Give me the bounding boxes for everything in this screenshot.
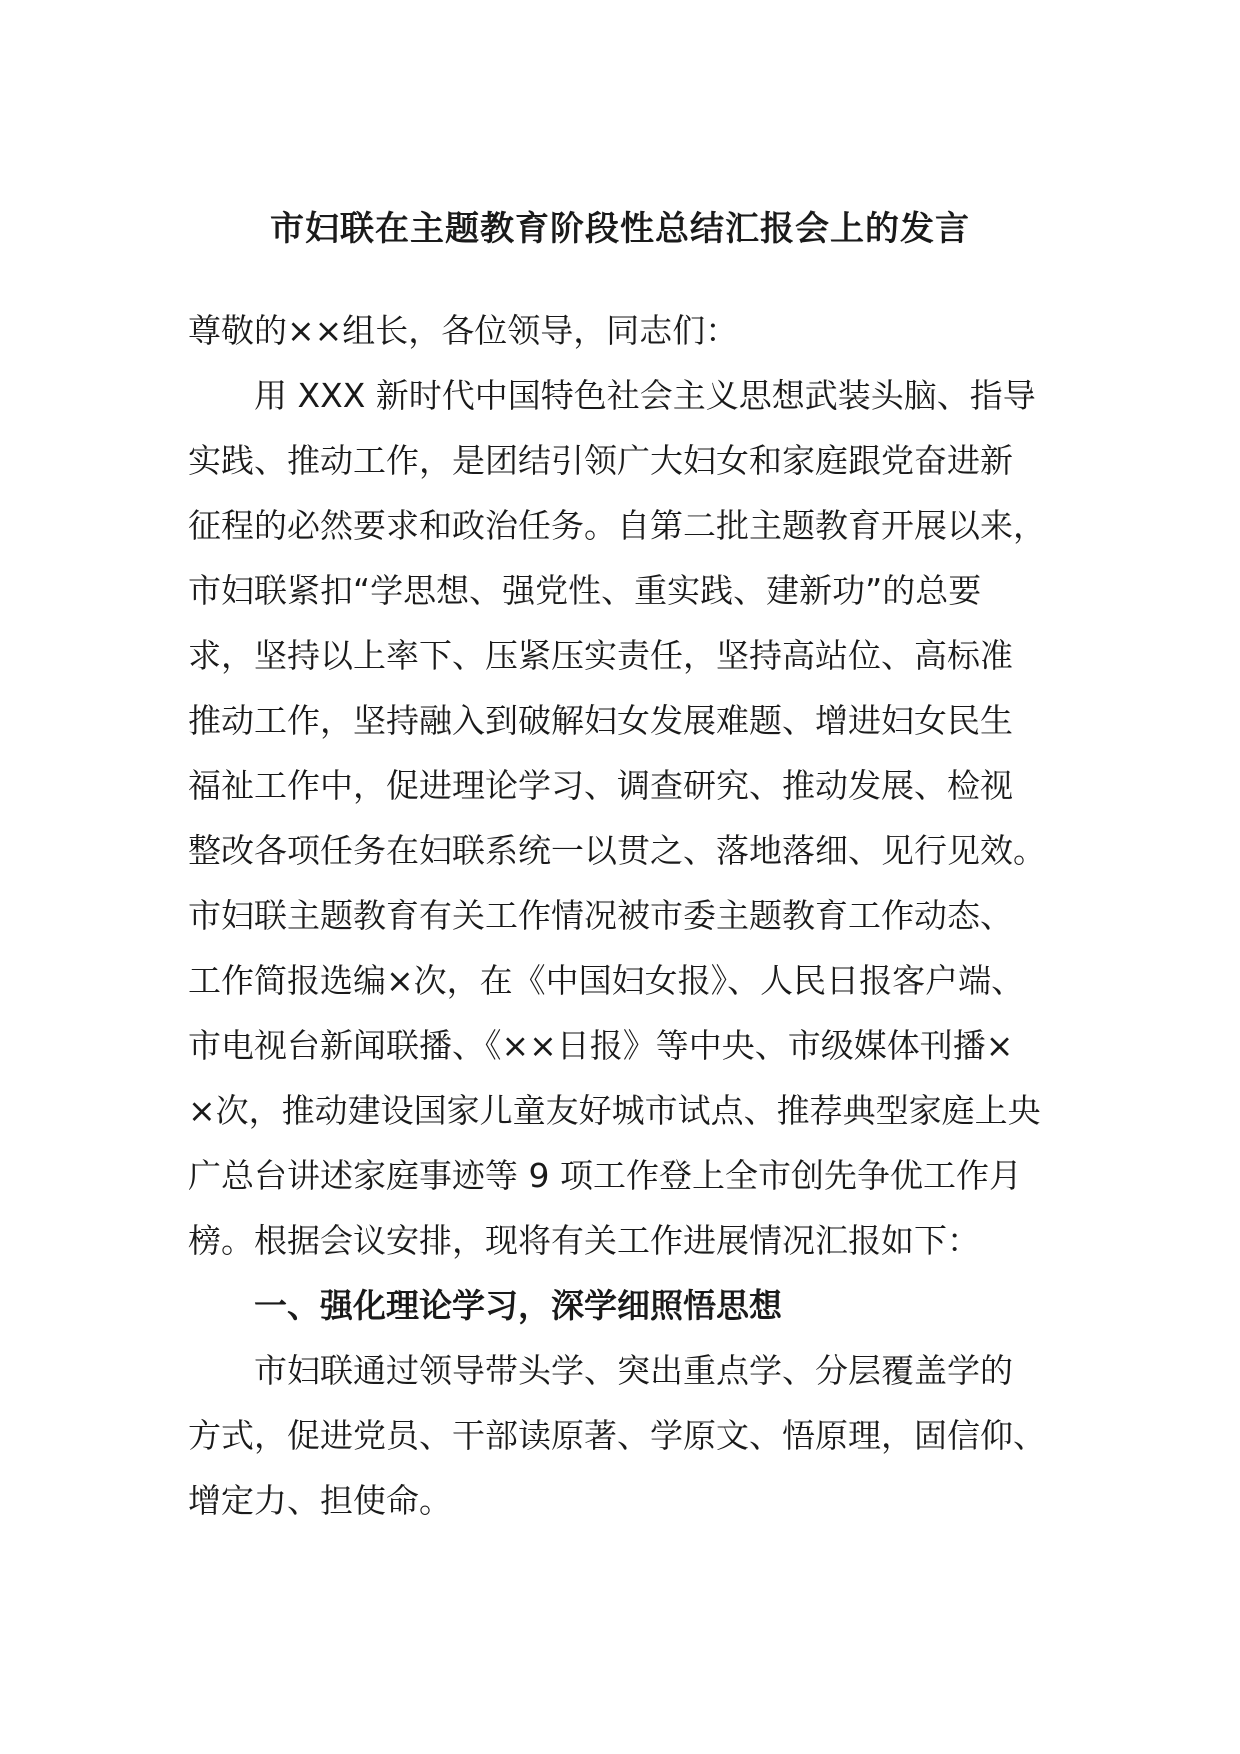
paragraph-line: 市电视台新闻联播、《××日报》等中央、市级媒体刊播× <box>188 1026 1014 1065</box>
paragraph-line: 整改各项任务在妇联系统一以贯之、落地落细、见行见效。 <box>188 831 1046 870</box>
paragraph-line: 用 XXX 新时代中国特色社会主义思想武装头脑、指导 <box>254 376 1036 415</box>
salutation: 尊敬的××组长，各位领导，同志们： <box>188 311 739 350</box>
paragraph-line: 福祉工作中，促进理论学习、调查研究、推动发展、检视 <box>188 766 1013 805</box>
paragraph-line: 工作简报选编×次，在《中国妇女报》、人民日报客户端、 <box>188 961 1025 1000</box>
paragraph-line: 市妇联通过领导带头学、突出重点学、分层覆盖学的 <box>254 1351 1013 1390</box>
paragraph-line: 市妇联主题教育有关工作情况被市委主题教育工作动态、 <box>188 896 1013 935</box>
paragraph-line: 广总台讲述家庭事迹等 9 项工作登上全市创先争优工作月 <box>188 1156 1022 1195</box>
document-title: 市妇联在主题教育阶段性总结汇报会上的发言 <box>270 209 970 249</box>
paragraph-1 <box>188 363 1068 1273</box>
paragraph-line: 增定力、担使命。 <box>188 1481 452 1520</box>
paragraph-line: ×次，推动建设国家儿童友好城市试点、推荐典型家庭上央 <box>188 1091 1041 1130</box>
section-heading-1: 一、强化理论学习，深学细照悟思想 <box>254 1286 782 1325</box>
paragraph-line: 市妇联紧扣“学思想、强党性、重实践、建新功”的总要 <box>188 571 982 610</box>
document-body <box>188 298 1068 1533</box>
paragraph-line: 征程的必然要求和政治任务。自第二批主题教育开展以来， <box>188 506 1046 545</box>
paragraph-line: 实践、推动工作，是团结引领广大妇女和家庭跟党奋进新 <box>188 441 1013 480</box>
paragraph-line: 方式，促进党员、干部读原著、学原文、悟原理，固信仰、 <box>188 1416 1046 1455</box>
paragraph-line: 求，坚持以上率下、压紧压实责任，坚持高站位、高标准 <box>188 636 1013 675</box>
paragraph-2 <box>188 1338 1068 1533</box>
paragraph-line: 推动工作，坚持融入到破解妇女发展难题、增进妇女民生 <box>188 701 1013 740</box>
paragraph-line: 榜。根据会议安排，现将有关工作进展情况汇报如下： <box>188 1221 980 1260</box>
